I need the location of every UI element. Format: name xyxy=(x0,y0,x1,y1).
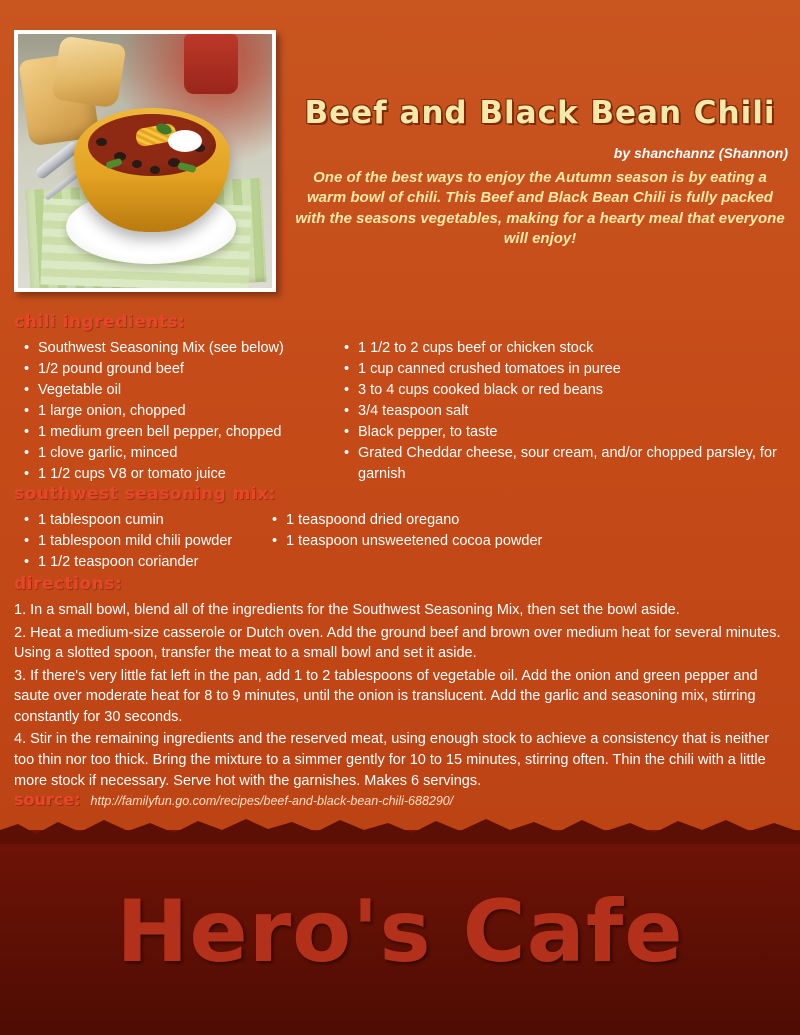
photo-glass xyxy=(184,34,238,94)
list-item: • 1/2 pound ground beef xyxy=(36,359,338,380)
heading-southwest-seasoning-mix: southwest seasoning mix: xyxy=(14,484,276,504)
heading-chili-ingredients: chili ingredients: xyxy=(14,312,186,332)
recipe-photo-frame xyxy=(14,30,276,292)
list-item: • Grated Cheddar cheese, sour cream, and/or chopped parsley, for garnish xyxy=(356,443,788,485)
list-item: • 1 1/2 to 2 cups beef or chicken stock xyxy=(356,338,788,359)
direction-step: 1. In a small bowl, blend all of the ingredients for the Southwest Seasoning Mix, then set the bowl aside. xyxy=(14,602,680,618)
list-item: • 1 1/2 teaspoon coriander xyxy=(36,552,268,573)
list-item: • 1 cup canned crushed tomatoes in puree xyxy=(356,359,788,380)
source-row xyxy=(14,790,786,809)
chili-ingredients-right-column xyxy=(338,338,788,485)
list-item: • 1 medium green bell pepper, chopped xyxy=(36,422,338,443)
ingredient-list xyxy=(18,510,268,573)
list-item: • 1 large onion, chopped xyxy=(36,401,338,422)
ingredient-list xyxy=(18,338,338,485)
list-item: • Black pepper, to taste xyxy=(356,422,788,443)
photo-sour-cream xyxy=(168,130,202,152)
photo-bean xyxy=(150,166,160,174)
direction-step: 4. Stir in the remaining ingredients and the reserved meat, using enough stock to achieve a consistency that is neither too thin nor too thick. Bring the mixture to a simmer gently for 10 to 15 minutes, stirring often. Thin the chili with a little more stock if necessary. Serve hot with the garnishes. Makes 6 servings. xyxy=(14,731,770,789)
directions-body xyxy=(14,600,786,793)
recipe-byline: by shanchannz (Shannon) xyxy=(613,145,788,161)
footer-brand-title: Hero's Cafe xyxy=(116,882,684,982)
list-item: • Vegetable oil xyxy=(36,380,338,401)
ingredient-list xyxy=(266,510,706,552)
recipe-photo xyxy=(18,34,272,288)
source-label: source: xyxy=(14,790,81,809)
heading-directions: directions: xyxy=(14,574,123,594)
list-item: • 1 tablespoon mild chili powder xyxy=(36,531,268,552)
photo-bean xyxy=(132,160,142,168)
footer-banner xyxy=(0,830,800,1035)
direction-step: 3. If there's very little fat left in the pan, add 1 to 2 tablespoons of vegetable oil. Add the onion and green pepper and saute over moderate heat for 8 to 9 minutes, until the onion is translucent. Add the garlic and seasoning mix, stirring constantly for 30 seconds. xyxy=(14,667,758,725)
source-url[interactable]: http://familyfun.go.com/recipes/beef-and-black-bean-chili-688290/ xyxy=(90,794,454,808)
recipe-intro: One of the best ways to enjoy the Autumn season is by eating a warm bowl of chili. This Beef and Black Bean Chili is fully packed with the seasons vegetables, making for a hearty meal that everyone will enjoy! xyxy=(295,169,785,247)
list-item: • 3/4 teaspoon salt xyxy=(356,401,788,422)
list-item: • 1 teaspoond dried oregano xyxy=(284,510,706,531)
list-item: • 1 1/2 cups V8 or tomato juice xyxy=(36,464,338,485)
photo-bean xyxy=(96,138,107,146)
photo-cornbread-2 xyxy=(51,35,126,109)
chili-ingredients-left-column xyxy=(18,338,338,485)
seasoning-right-column xyxy=(266,510,706,552)
page-title: Beef and Black Bean Chili xyxy=(304,95,776,131)
list-item: • 1 tablespoon cumin xyxy=(36,510,268,531)
ingredient-list xyxy=(338,338,788,485)
list-item: • 1 teaspoon unsweetened cocoa powder xyxy=(284,531,706,552)
list-item: • 3 to 4 cups cooked black or red beans xyxy=(356,380,788,401)
direction-step: 2. Heat a medium-size casserole or Dutch oven. Add the ground beef and brown over medium heat for several minutes. Using a slotted spoon, transfer the meat to a small bowl and set it aside. xyxy=(14,624,781,662)
torn-paper-edge-icon xyxy=(0,814,800,844)
seasoning-left-column xyxy=(18,510,268,573)
list-item: • 1 clove garlic, minced xyxy=(36,443,338,464)
list-item: • Southwest Seasoning Mix (see below) xyxy=(36,338,338,359)
